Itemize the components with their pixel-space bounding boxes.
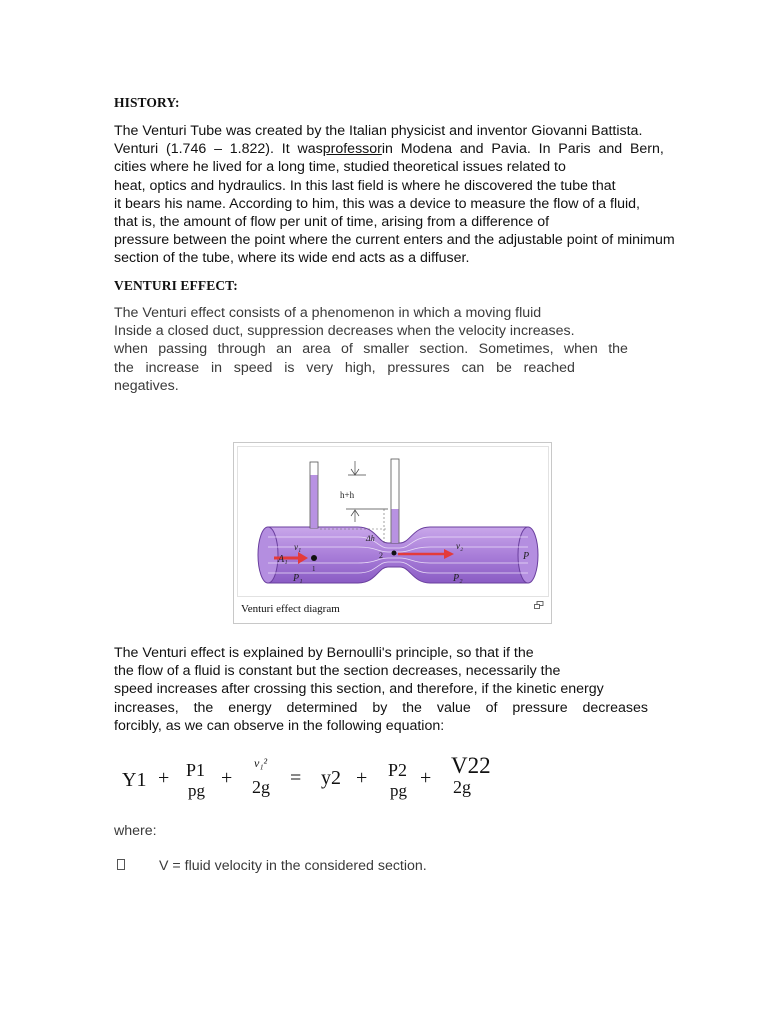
- word: decreases: [582, 699, 648, 716]
- word: It: [281, 141, 290, 158]
- word: increase: [145, 359, 200, 376]
- eq-y1: Y1: [122, 769, 147, 791]
- text-line: cities where he lived for a long time, studied theoretical issues related to: [114, 159, 566, 176]
- text-line: Inside a closed duct, suppression decreases when the velocity increases.: [114, 323, 575, 340]
- eq-plus: +: [420, 767, 432, 789]
- word: the: [402, 699, 422, 716]
- text-line: heat, optics and hydraulics. In this last field is where he discovered the tube that: [114, 177, 616, 194]
- text-line-justified: [114, 140, 664, 158]
- bernoulli-paragraph: [114, 644, 654, 735]
- word: through: [217, 341, 266, 358]
- text-line: that is, the amount of flow per unit of time, arising from a difference of: [114, 214, 550, 231]
- word: energy: [228, 699, 272, 716]
- word: in: [210, 359, 222, 376]
- label-height: h+h: [340, 490, 355, 500]
- where-label: where:: [114, 823, 157, 839]
- word: of: [485, 699, 498, 716]
- word: can: [461, 359, 485, 376]
- eq-equals: =: [290, 767, 302, 789]
- eq-plus: +: [158, 767, 170, 789]
- word-group: [298, 140, 393, 158]
- label-v2: v₂: [456, 541, 464, 551]
- word: (1.746: [166, 141, 207, 158]
- word: section.: [419, 341, 469, 358]
- word: Sometimes,: [478, 341, 554, 358]
- text-line-justified: [114, 340, 628, 358]
- word: pressures: [387, 359, 450, 376]
- word: Bern,: [629, 141, 664, 158]
- word: an: [276, 341, 292, 358]
- eq-2g: 2g: [453, 777, 471, 797]
- word: and: [598, 141, 623, 158]
- text-line: forcibly, as we can observe in the following equation:: [114, 717, 445, 734]
- eq-pg: pg: [390, 781, 407, 800]
- eq-pg: pg: [188, 781, 205, 800]
- piezometer-fluid-2: [392, 509, 399, 543]
- word: be: [496, 359, 512, 376]
- venturi-tube-diagram: [238, 447, 548, 596]
- eq-p1: P1: [186, 760, 206, 780]
- eq-p2: P2: [388, 760, 408, 780]
- bernoulli-equation: [118, 752, 508, 807]
- venturi-figure: [233, 442, 552, 624]
- word: Venturi: [114, 141, 159, 158]
- text-line: pressure between the point where the current enters and the adjustable point of minimum: [114, 232, 675, 249]
- label-a1: A₁: [278, 554, 288, 565]
- word: –: [214, 141, 222, 158]
- word: reached: [523, 359, 575, 376]
- list-item: V = fluid velocity in the considered section.: [159, 858, 427, 874]
- word: area: [302, 341, 331, 358]
- venturi-paragraph: [114, 304, 634, 395]
- eq-2g: 2g: [252, 777, 270, 797]
- word: Pavia.: [491, 141, 531, 158]
- text-line: negatives.: [114, 377, 179, 394]
- eq-v22: V22: [451, 753, 491, 778]
- underlined-word: professor: [322, 141, 382, 158]
- word: Modena: [400, 141, 453, 158]
- word: by: [372, 699, 388, 716]
- label-point-1: 1: [312, 565, 316, 573]
- label-p1: P₁: [293, 573, 303, 584]
- word: determined: [286, 699, 358, 716]
- word: is: [284, 359, 295, 376]
- bullet-icon: [117, 859, 125, 870]
- label-point-2: 2: [379, 551, 383, 560]
- word: passing: [158, 341, 208, 358]
- word: 1.822).: [229, 141, 274, 158]
- word: when: [114, 341, 148, 358]
- text-line: section of the tube, where its wide end acts as a diffuser.: [114, 250, 470, 267]
- word: Paris: [558, 141, 591, 158]
- point-1: [311, 555, 317, 561]
- eq-plus: +: [356, 767, 368, 789]
- label-p: P: [523, 551, 530, 562]
- word: very: [306, 359, 334, 376]
- word: the: [193, 699, 214, 716]
- text-line-justified: [114, 699, 648, 717]
- word: and: [459, 141, 484, 158]
- piezometer-fluid-1: [311, 475, 318, 528]
- word: increases,: [114, 699, 179, 716]
- point-2: [392, 551, 397, 556]
- word: speed: [233, 359, 273, 376]
- text-line: the flow of a fluid is constant but the section decreases, necessarily the: [114, 663, 561, 680]
- text-line: The Venturi effect is explained by Bernoulli's principle, so that if the: [114, 645, 534, 661]
- history-paragraph: [114, 122, 699, 268]
- eq-plus: +: [221, 767, 233, 789]
- eq-y2: y2: [321, 767, 341, 789]
- word: value: [436, 699, 471, 716]
- text-line: it bears his name. According to him, this was a device to measure the flow of a fluid,: [114, 195, 640, 212]
- figure-caption: Venturi effect diagram: [241, 603, 340, 615]
- word: the: [608, 341, 628, 358]
- venturi-diagram-frame: [237, 446, 549, 597]
- word: the: [114, 359, 134, 376]
- word: of: [341, 341, 353, 358]
- history-heading: HISTORY:: [114, 95, 180, 110]
- text-line: The Venturi effect consists of a phenomenon in which a moving fluid: [114, 305, 542, 321]
- word: was: [297, 141, 323, 158]
- text-line: The Venturi Tube was created by the Italian physicist and inventor Giovanni Battista.: [114, 123, 643, 139]
- word: smaller: [363, 341, 409, 358]
- venturi-effect-heading: VENTURI EFFECT:: [114, 278, 238, 293]
- word: in: [381, 141, 393, 158]
- enlarge-icon[interactable]: [534, 601, 544, 609]
- label-p2: P₂: [453, 573, 463, 584]
- word: when: [563, 341, 598, 358]
- text-line-justified: [114, 359, 575, 377]
- label-v1: v₁: [294, 542, 302, 552]
- word: pressure: [512, 699, 568, 716]
- label-delta-h: Δh: [366, 534, 375, 543]
- word: In: [538, 141, 551, 158]
- text-line: speed increases after crossing this section, and therefore, if the kinetic energy: [114, 681, 604, 698]
- eq-v1-squared: v₁²: [254, 756, 268, 770]
- tube-left-end: [258, 527, 278, 583]
- word: high,: [344, 359, 376, 376]
